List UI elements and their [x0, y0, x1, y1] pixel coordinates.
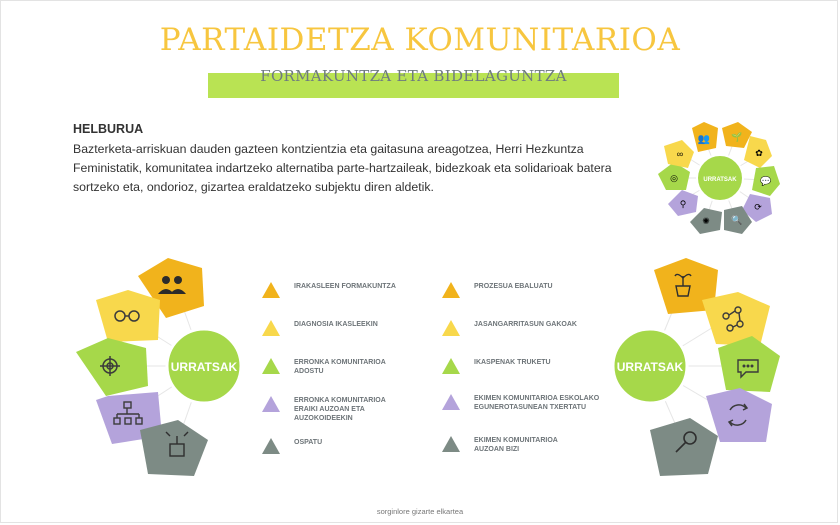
triangle-marker-icon — [262, 320, 280, 336]
right-wheel-segment-jasangarritasun — [702, 292, 770, 346]
svg-text:🔍: 🔍 — [731, 215, 743, 225]
left-wheel-segment-erronka-adostu — [76, 338, 148, 396]
page-title: PARTAIDETZA KOMUNITARIOA — [159, 22, 681, 58]
step-label: IKASPENAK TRUKETU — [474, 359, 551, 366]
svg-text:◎: ◎ — [670, 173, 678, 183]
svg-text:🌱: 🌱 — [731, 132, 743, 142]
small-wheel-segment — [722, 122, 752, 148]
svg-text:💬: 💬 — [760, 176, 772, 186]
right-wheel-segment-ekimen-auzoan — [650, 418, 718, 476]
step-left-2 — [262, 320, 434, 336]
step-right-2 — [442, 320, 614, 336]
svg-text:∞: ∞ — [676, 149, 684, 159]
svg-text:✿: ✿ — [755, 148, 763, 158]
small-wheel-segment — [664, 140, 694, 168]
small-wheel-segment — [752, 166, 780, 196]
left-wheel-center-label: URRATSAK — [170, 360, 238, 374]
small-wheel-center-label: URRATSAK — [703, 177, 737, 183]
triangle-marker-icon — [262, 438, 280, 454]
triangle-marker-icon — [262, 358, 280, 374]
step-label: OSPATU — [294, 439, 323, 446]
step-left-1 — [262, 282, 434, 298]
step-label: JASANGARRITASUN GAKOAK — [474, 321, 577, 328]
step-left-5 — [262, 438, 434, 454]
step-left-3 — [262, 358, 404, 376]
triangle-marker-icon — [442, 282, 460, 298]
step-label: IRAKASLEEN FORMAKUNTZA — [294, 283, 396, 290]
right-wheel-segment-ekimen-eskola — [706, 388, 772, 442]
small-wheel — [658, 122, 780, 234]
step-left-4 — [262, 396, 404, 423]
triangle-marker-icon — [442, 436, 460, 452]
step-label: PROZESUA EBALUATU — [474, 283, 553, 290]
triangle-marker-icon — [262, 282, 280, 298]
step-right-5 — [442, 436, 584, 454]
helburua-text: Bazterketa-arriskuan dauden gazteen kontzientzia eta gaitasuna areagotzea, Herri Hezkuntza Feministatik, komunitatea indartzeko alternatiba parte-hartzaileak, bidezkoak eta solidarioak batera sortzeko eta, ondorioz, gizartea eraldatzeko subjektu diren aldetik. — [73, 142, 612, 194]
step-right-4 — [442, 394, 604, 412]
left-wheel-segment-ospatu — [140, 420, 208, 476]
triangle-marker-icon — [262, 396, 280, 412]
small-wheel-segment — [744, 136, 772, 168]
small-wheel-segment — [692, 122, 718, 152]
step-right-3 — [442, 358, 614, 374]
footer-credit: sorginlore gizarte elkartea — [376, 507, 464, 516]
page-subtitle: FORMAKUNTZA ETA BIDELAGUNTZA — [260, 67, 567, 85]
step-right-1 — [442, 282, 614, 298]
step-label: DIAGNOSIA IKASLEEKIN — [294, 321, 378, 328]
svg-text:✺: ✺ — [702, 216, 710, 226]
helburua-heading: HELBURUA — [73, 122, 144, 136]
step-label: ERRONKA KOMUNITARIOA ADOSTU — [294, 359, 386, 375]
triangle-marker-icon — [442, 320, 460, 336]
step-label: EKIMEN KOMUNITARIOA ESKOLAKO EGUNEROTASUNEAN TXERTATU — [474, 395, 600, 411]
left-wheel — [76, 258, 241, 476]
step-label: ERRONKA KOMUNITARIOA ERAIKI AUZOAN ETA AUZOKOIDEEKIN — [294, 397, 386, 422]
svg-text:👥: 👥 — [697, 134, 711, 145]
svg-text:⟳: ⟳ — [754, 202, 762, 212]
triangle-marker-icon — [442, 394, 460, 410]
right-wheel-center-label: URRATSAK — [616, 360, 684, 374]
triangle-marker-icon — [442, 358, 460, 374]
left-wheel-segment-diagnosia — [96, 290, 160, 342]
svg-text:⚲: ⚲ — [679, 199, 687, 209]
step-label: EKIMEN KOMUNITARIOA AUZOAN BIZI — [474, 437, 558, 453]
right-wheel — [613, 258, 780, 476]
